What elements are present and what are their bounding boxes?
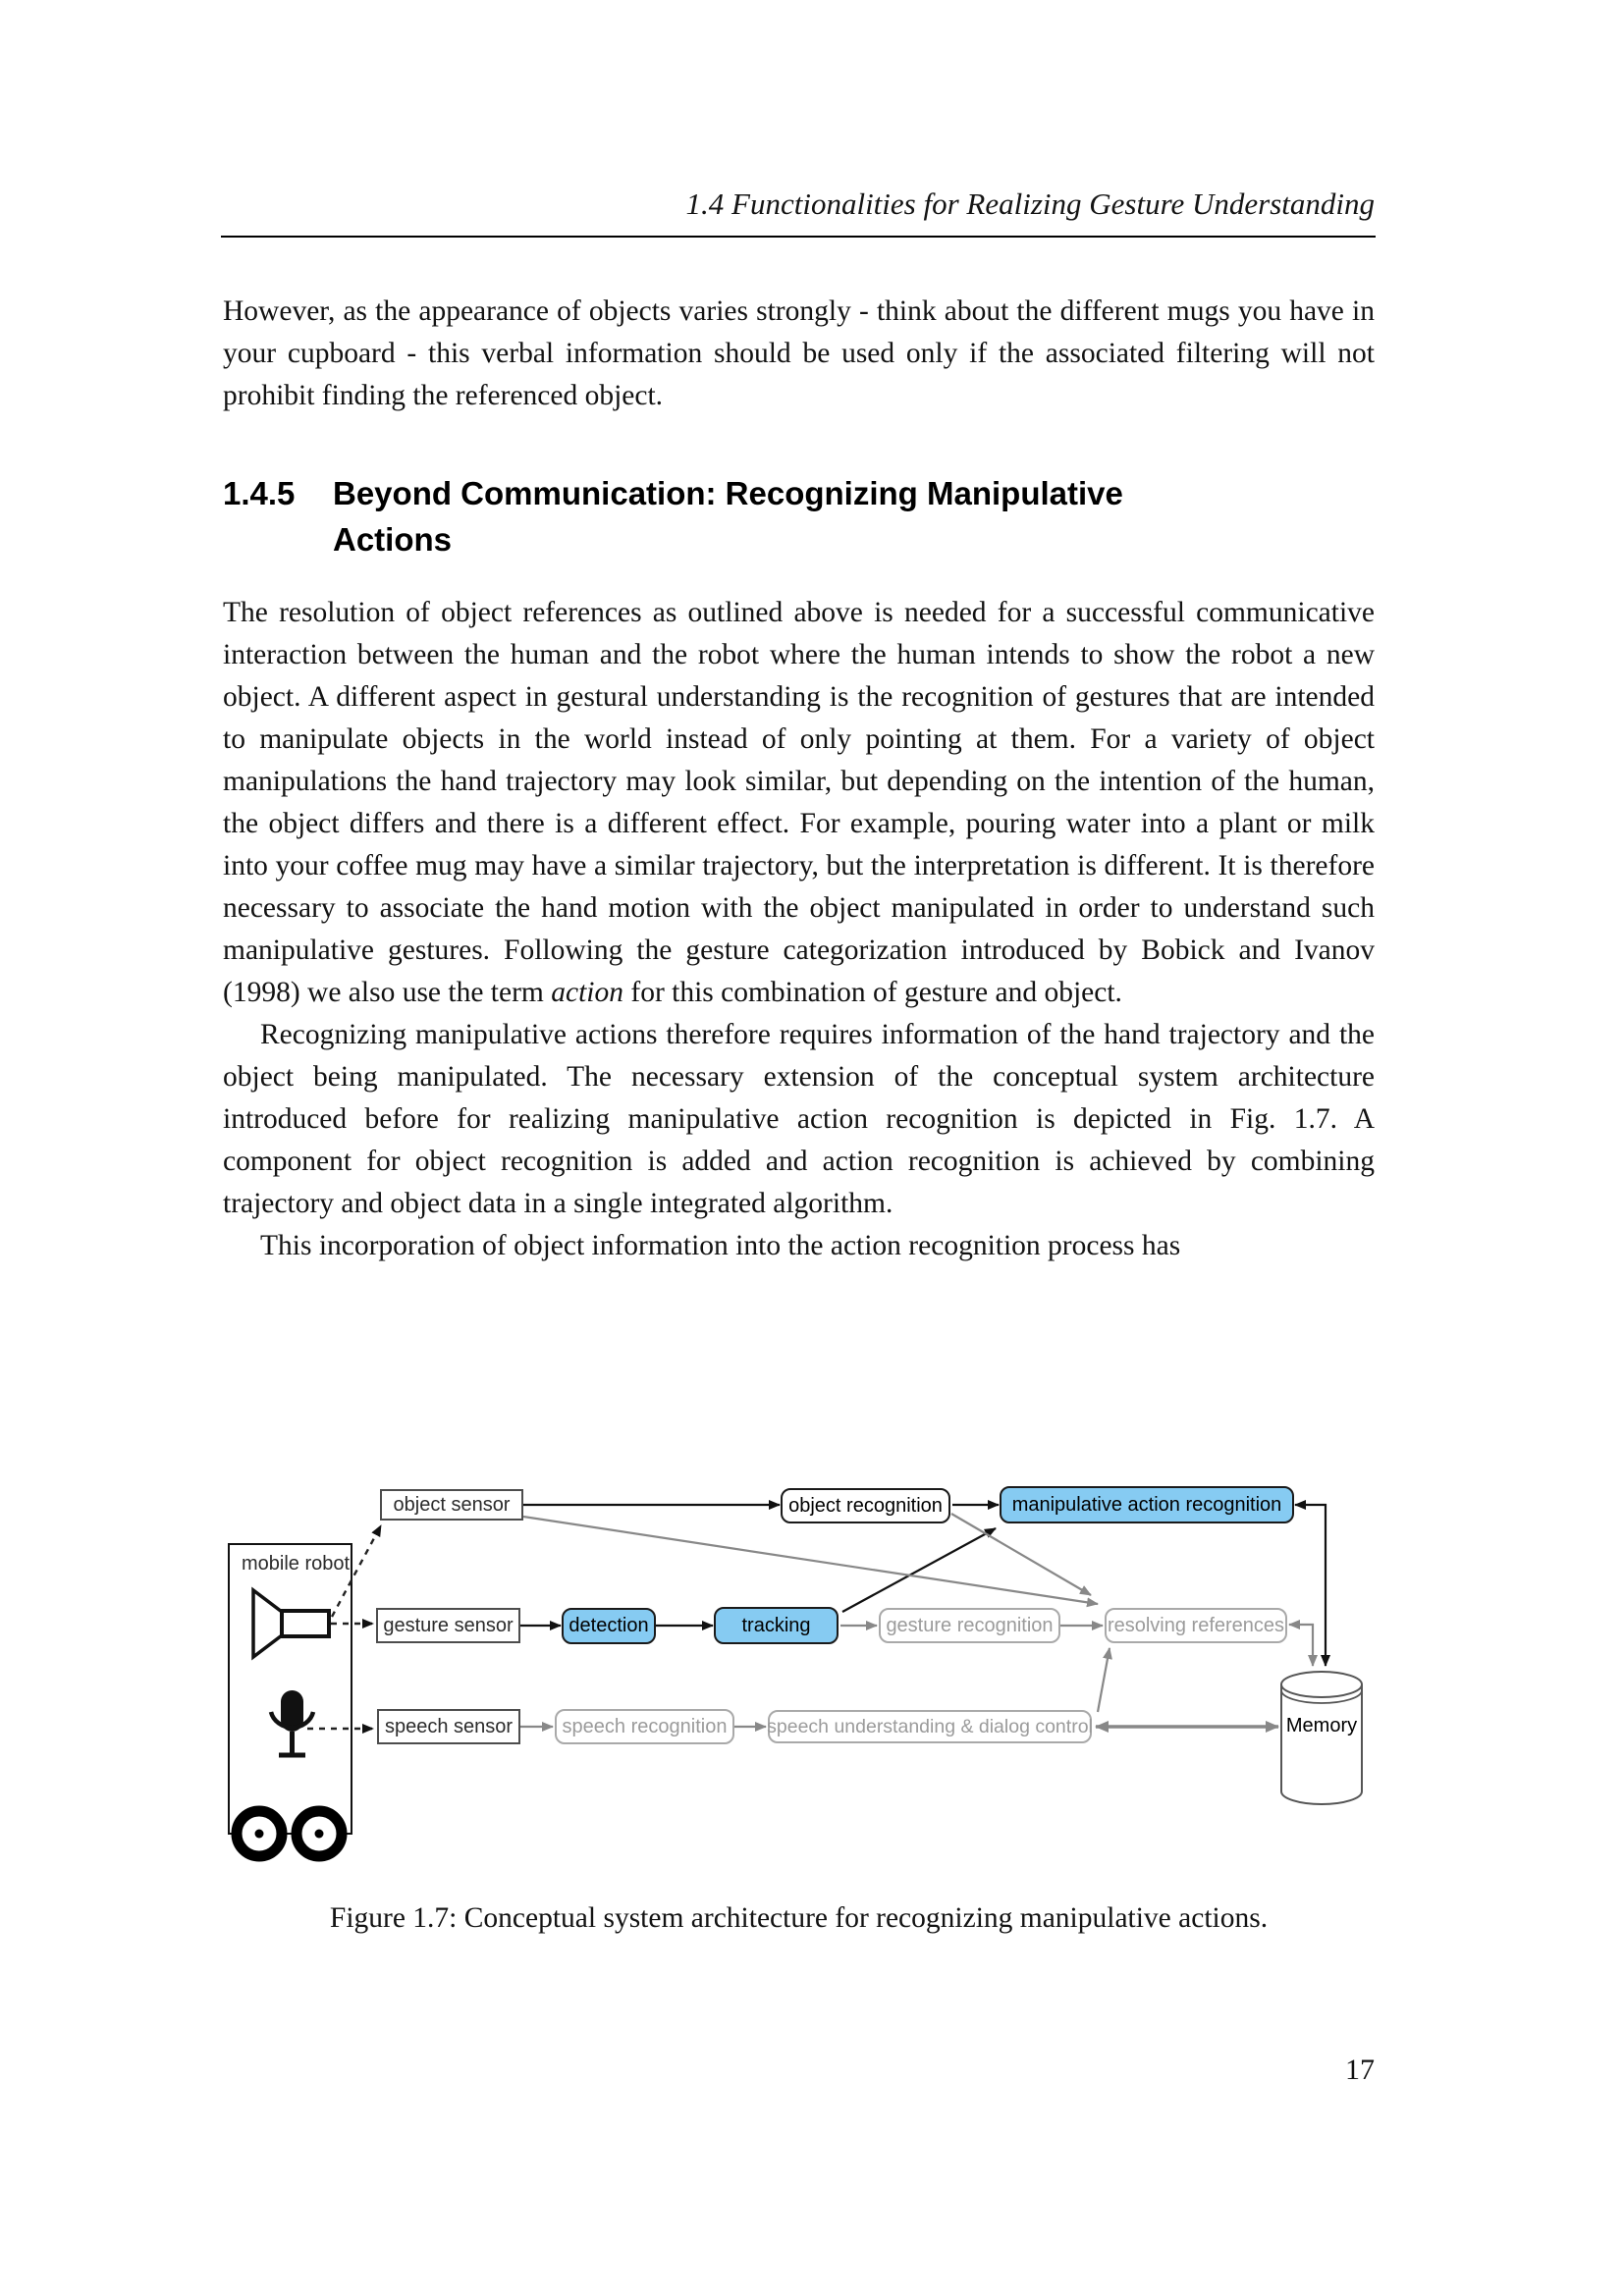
mobile-robot-label: mobile robot <box>242 1553 351 1575</box>
figure-1-7 <box>226 1472 1384 1895</box>
node-object-recognition: object recognition <box>781 1488 950 1523</box>
paragraph-4: This incorporation of object information into the action recognition process has <box>260 1230 1181 1261</box>
arrow-understanding-resolving <box>1098 1648 1110 1712</box>
figure-lines <box>226 1472 1384 1895</box>
running-header: 1.4 Functionalities for Realizing Gesture Understanding <box>685 187 1375 221</box>
node-tracking: tracking <box>714 1607 839 1644</box>
node-speech-recognition: speech recognition <box>555 1709 734 1744</box>
wheel-icon <box>237 1811 282 1856</box>
node-speech-sensor: speech sensor <box>377 1709 520 1744</box>
page-number: 17 <box>1345 2054 1375 2086</box>
section-title: Beyond Communication: Recognizing Manipulative Actions <box>333 475 1123 558</box>
memory-cylinder <box>1281 1672 1362 1804</box>
arrow-resolving-memory <box>1289 1625 1313 1666</box>
node-gesture-recognition: gesture recognition <box>879 1608 1060 1643</box>
camera-icon <box>253 1590 329 1657</box>
microphone-icon <box>271 1690 313 1755</box>
node-manipulative-action-recognition: manipulative action recognition <box>1000 1486 1294 1523</box>
figure-caption: Figure 1.7: Conceptual system architecture for recognizing manipulative actions. <box>329 1902 1269 1934</box>
node-object-sensor: object sensor <box>380 1489 523 1521</box>
header-rule <box>221 236 1376 238</box>
arrow-objectsensor-resolving <box>523 1517 1098 1604</box>
node-speech-understanding: speech understanding & dialog control <box>768 1710 1092 1743</box>
emphasized-term: action <box>551 977 623 1008</box>
body-text <box>223 291 1375 1267</box>
node-detection: detection <box>562 1608 656 1644</box>
wheel-icon <box>297 1811 342 1856</box>
arrow-mar-memory <box>1295 1505 1326 1666</box>
paragraph-2: The resolution of object references as outlined above is needed for a successful communicative interaction between the human and the robot where the human intends to show the robot a new object. A different aspect in gestural understanding is the recognition of gestures that are intended to manipulate objects in the world instead of only pointing at them. For a variety of object manipulations the hand trajectory may look similar, but depending on the intention of the human, the object differs and there is a different effect. For example, pouring water into a plant or milk into your coffee mug may have a similar trajectory, but the interpretation is different. It is therefore necessary to associate the hand motion with the object manipulated in order to understand such manipulative gestures. Following the gesture categorization introduced by Bobick and Ivanov (1998) we also use the term action for this combination of gesture and object. <box>223 597 1375 1008</box>
node-gesture-sensor: gesture sensor <box>376 1608 520 1643</box>
paragraph-3: Recognizing manipulative actions therefore requires information of the hand trajectory and the object being manipulated. The necessary extension of the conceptual system architecture introduced before for realizing manipulative action recognition is depicted in Fig. 1.7. A component for object recognition is added and action recognition is achieved by combining trajectory and object data in a single integrated algorithm. <box>223 1019 1375 1219</box>
section-heading <box>223 470 1375 562</box>
node-resolving-references: resolving references <box>1105 1608 1287 1643</box>
section-number: 1.4.5 <box>223 475 296 511</box>
memory-label: Memory <box>1285 1715 1358 1736</box>
mobile-robot-box <box>229 1544 352 1834</box>
arrow-tracking-mar <box>842 1528 996 1612</box>
paragraph-1: However, as the appearance of objects varies strongly - think about the different mugs you have in your cupboard - this verbal information should be used only if the associated filtering will not prohibit finding the referenced object. <box>223 295 1375 411</box>
arrow-objectrecognition-resolving <box>951 1514 1091 1595</box>
